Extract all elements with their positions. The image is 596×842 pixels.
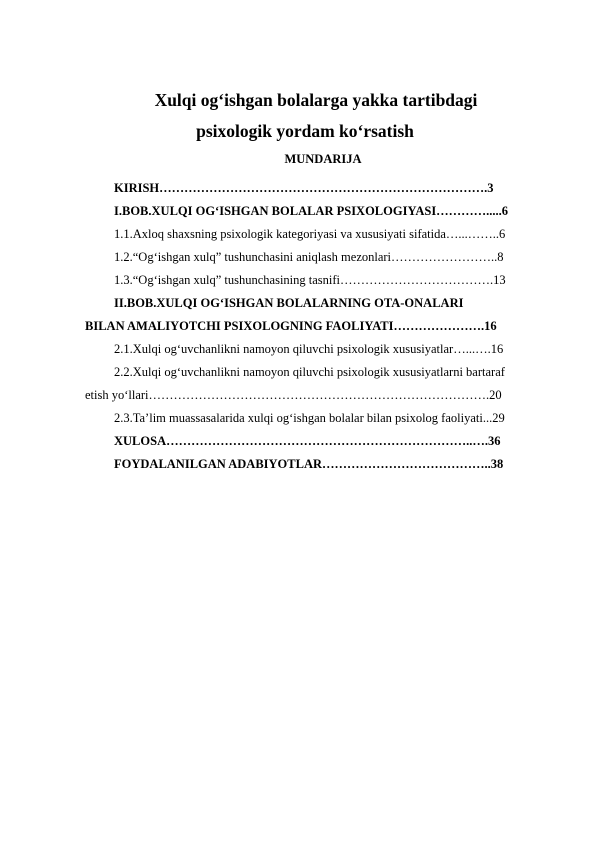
toc-entry-chapter-1: I.BOB.XULQI OG‘ISHGAN BOLALAR PSIXOLOGIYASI………….....6 [114, 204, 509, 218]
document-title-line-1: Xulqi og‘ishgan bolalarga yakka tartibdagi [154, 90, 478, 110]
toc-entry-section-1-3: 1.3.“Og‘ishgan xulq” tushunchasining tasnifi……………………………….13 [114, 273, 506, 287]
toc-entry-section-1-1: 1.1.Axloq shaxsning psixologik kategoriyasi va xususiyati sifatida…...……..6 [114, 227, 506, 241]
toc-entry-adabiyotlar: FOYDALANILGAN ADABIYOTLAR…………………………………..38 [114, 457, 504, 471]
toc-entry-xulosa: XULOSA………………………………………………………………..….36 [114, 434, 501, 448]
contents-heading: MUNDARIJA [284, 152, 362, 166]
toc-entry-chapter-2-line-2: BILAN AMALIYOTCHI PSIXOLOGNING FAOLIYATI………………….16 [85, 319, 497, 333]
toc-entry-chapter-2-line-1: II.BOB.XULQI OG‘ISHGAN BOLALARNING OTA-ONALARI [114, 296, 464, 310]
toc-entry-kirish: KIRISH…………………………………………………………………….3 [114, 181, 494, 195]
document-title-line-2: psixologik yordam ko‘rsatish [196, 121, 414, 141]
toc-entry-section-2-3: 2.3.Ta’lim muassasalarida xulqi og‘ishgan bolalar bilan psixolog faoliyati...29 [114, 411, 505, 425]
toc-entry-section-2-2-line-2: etish yo‘llari……………………………………………………………………….20 [85, 388, 502, 402]
toc-entry-section-2-1: 2.1.Xulqi og‘uvchanlikni namoyon qiluvchi psixologik xususiyatlar…...….16 [114, 342, 504, 356]
toc-entry-section-1-2: 1.2.“Og‘ishgan xulq” tushunchasini aniqlash mezonlari……………………..8 [114, 250, 504, 264]
toc-entry-section-2-2-line-1: 2.2.Xulqi og‘uvchanlikni namoyon qiluvchi psixologik xususiyatlarni bartaraf [114, 365, 505, 379]
